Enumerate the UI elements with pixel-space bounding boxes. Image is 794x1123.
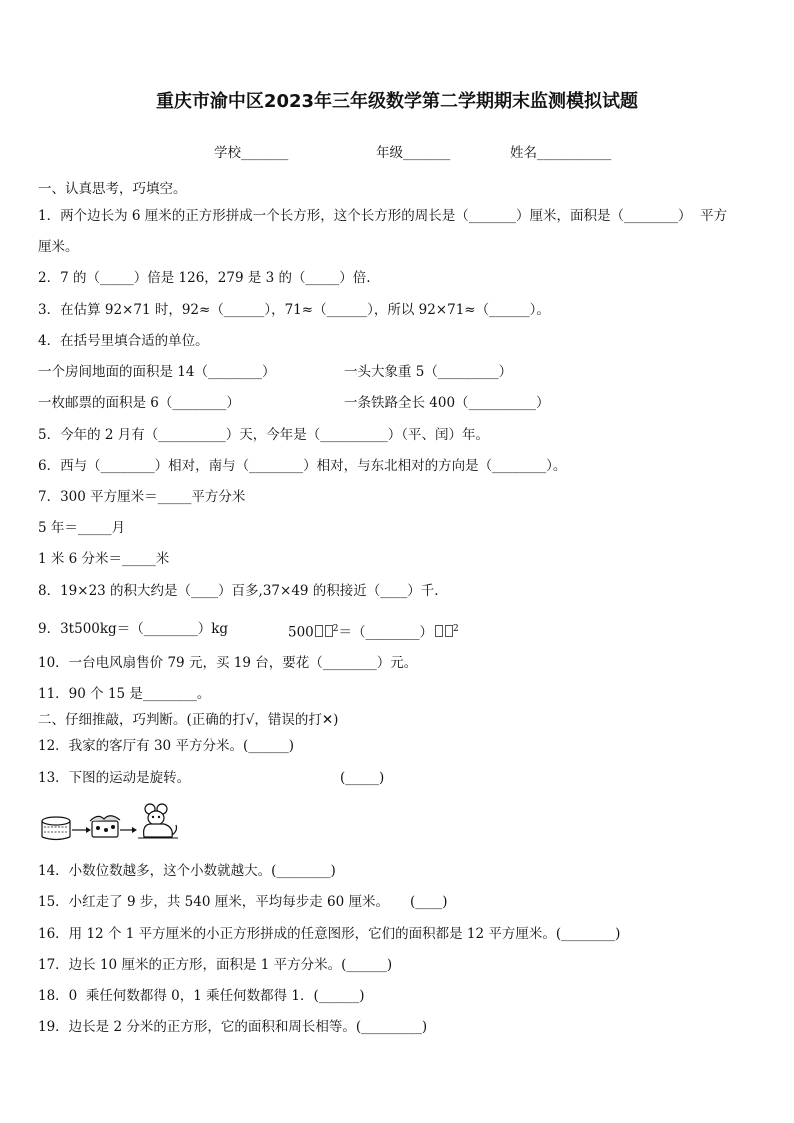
question-8: 8．19×23 的积大约是（____）百多,37×49 的积接近（____）千. [38,583,439,599]
page-title: 重庆市渝中区2023年三年级数学第二学期期末监测模拟试题 [155,91,639,112]
question-10: 10．一台电风扇售价 79 元，买 19 台，要花（________）元。 [38,655,418,671]
question-15: 15．小红走了 9 步，共 540 厘米，平均每步走 60 厘米。 [38,894,389,910]
question-9: 9．3t500kg＝（________）kg [38,621,229,637]
question-3: 3．在估算 92×71 时，92≈（______），71≈（______），所以 92×71≈（______）。 [38,302,550,318]
section-2-heading: 二、仔细推敲，巧判断。(正确的打√，错误的打✕) [38,712,339,728]
q9-superscript: 2 [332,624,339,634]
question-17: 17．边长 10 厘米的正方形，面积是 1 平方分米。(______) [38,957,393,973]
question-4-b: 一头大象重 5（_________） [344,364,513,380]
section-1-heading: 一、认真思考，巧填空。 [38,181,187,197]
question-12: 12．我家的客厅有 30 平方分米。(______) [38,738,294,754]
question-19: 19．边长是 2 分米的正方形，它的面积和周长相等。(_________) [38,1019,428,1035]
question-4-d: 一条铁路全长 400（__________） [344,395,550,411]
question-2: 2．7 的（_____）倍是 126，279 是 3 的（_____）倍. [38,270,371,286]
question-18: 18．0 乘任何数都得 0，1 乘任何数都得 1．(______) [38,988,365,1004]
q9-superscript-2: 2 [453,624,459,634]
question-7-c: 1 米 6 分米＝_____米 [38,551,170,567]
question-5: 5．今年的 2 月有（__________）天，今年是（__________）（平、闰）年。 [38,427,490,443]
question-4: 4．在括号里填合适的单位。 [38,333,209,349]
grade-field: 年级_______ [376,145,451,161]
question-7-b: 5 年＝_____月 [38,520,126,536]
missing-glyph-icon [315,625,323,637]
question-1: 1．两个边长为 6 厘米的正方形拼成一个长方形，这个长方形的周长是（_______）厘米，面积是（________） 平方 [38,208,728,224]
school-field: 学校_______ [214,145,289,161]
question-13: 13．下图的运动是旋转。 [38,770,191,786]
missing-glyph-icon [445,625,453,637]
question-15-answer: (____) [410,894,448,910]
missing-glyph-icon [325,625,333,637]
name-field: 姓名___________ [510,145,612,161]
question-14: 14．小数位数越多，这个小数就越大。(________) [38,863,336,879]
q9-number: 500 [288,624,314,641]
question-6: 6．西与（________）相对，南与（________）相对，与东北相对的方向是（________）。 [38,458,567,474]
question-1-cont: 厘米。 [38,239,79,255]
question-7: 7．300 平方厘米＝_____平方分米 [38,489,246,505]
question-11: 11．90 个 15 是________。 [38,686,211,702]
question-9-b [288,620,459,642]
rotation-illustration [38,801,178,843]
question-4-a: 一个房间地面的面积是 14（________） [38,364,276,380]
question-13-answer: (_____) [340,770,385,786]
question-16: 16．用 12 个 1 平方厘米的小正方形拼成的任意图形，它们的面积都是 12 平方厘米。(________) [38,926,621,942]
missing-glyph-icon [435,625,443,637]
question-4-c: 一枚邮票的面积是 6（________） [38,395,240,411]
q9-answer: ＝（________） [338,624,434,641]
